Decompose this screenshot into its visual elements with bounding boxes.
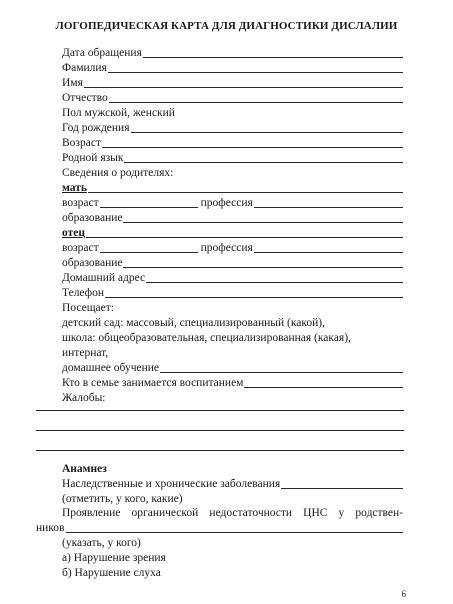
blank-line — [124, 162, 403, 163]
note-text: (отметить, у кого, какие) — [62, 493, 183, 505]
field-mother-age-profession — [62, 194, 403, 210]
document-title: ЛОГОПЕДИЧЕСКАЯ КАРТА ДЛЯ ДИАГНОСТИКИ ДИСЛАЛИИ — [55, 20, 398, 32]
page-number: 6 — [401, 589, 406, 599]
blank-line — [108, 72, 403, 73]
field-label: Домашний адрес — [62, 272, 146, 284]
field-name — [62, 74, 403, 90]
field-cns-relatives — [36, 519, 403, 535]
field-sex — [62, 104, 403, 120]
option-text: интернат, — [62, 347, 109, 359]
field-label: возраст — [62, 197, 99, 209]
option-home-education — [62, 359, 403, 375]
field-patronymic — [62, 89, 403, 105]
item-hearing — [62, 564, 403, 580]
field-label: профессия — [200, 242, 253, 254]
option-text: школа: общеобразовательная, специализированная (какая), — [62, 332, 351, 344]
blank-line — [36, 430, 404, 431]
blank-line — [105, 297, 403, 298]
field-native-language — [62, 149, 403, 165]
item-vision — [62, 549, 403, 565]
field-label: Кто в семье занимается воспитанием — [62, 377, 244, 389]
field-label: Родной язык — [62, 152, 124, 164]
mother-heading — [62, 179, 403, 195]
item-text: а) Нарушение зрения — [62, 552, 166, 564]
blank-line — [66, 532, 404, 533]
cns-text: Проявление органической недостаточности ЦНС у родствен- — [62, 507, 403, 519]
field-label: Фамилия — [62, 62, 107, 74]
blank-line — [146, 282, 403, 283]
anamnesis-heading — [62, 460, 403, 476]
hereditary-note — [62, 490, 403, 506]
blank-line — [84, 87, 403, 88]
field-label: Отчество — [62, 92, 108, 104]
field-date — [62, 44, 403, 60]
blank-line — [36, 450, 404, 451]
cns-note — [62, 534, 403, 550]
field-father-age-profession — [62, 239, 403, 255]
blank-line — [131, 132, 404, 133]
field-label: Посещает: — [62, 302, 114, 314]
field-label: Пол мужской, женский — [62, 107, 175, 119]
complaints-heading — [62, 389, 403, 405]
blank-line — [109, 102, 403, 103]
field-label: Наследственные и хронические заболевания — [62, 478, 281, 490]
blank-line — [160, 372, 403, 373]
field-hereditary — [62, 475, 403, 491]
option-text: детский сад: массовый, специализированный (какой), — [62, 317, 325, 329]
field-label: Возраст — [62, 137, 101, 149]
field-age — [62, 134, 403, 150]
field-mother-education — [62, 209, 403, 225]
field-father-education — [62, 254, 403, 270]
father-label: отец — [62, 227, 85, 239]
blank-line — [123, 267, 403, 268]
option-school — [62, 329, 403, 345]
mother-label: мать — [62, 182, 87, 194]
blank-line — [100, 252, 198, 253]
field-label: профессия — [200, 197, 253, 209]
blank-line — [86, 237, 403, 238]
field-label: Год рождения — [62, 122, 130, 134]
field-phone — [62, 284, 403, 300]
blank-line — [281, 488, 403, 489]
field-label: Имя — [62, 77, 83, 89]
field-surname — [62, 59, 403, 75]
item-text: б) Нарушение слуха — [62, 567, 161, 579]
field-address — [62, 269, 403, 285]
blank-line — [143, 57, 403, 58]
father-heading — [62, 224, 403, 240]
field-upbringing — [62, 374, 403, 390]
field-label: возраст — [62, 242, 99, 254]
option-kindergarten — [62, 314, 403, 330]
blank-line — [254, 252, 403, 253]
option-boarding — [62, 344, 403, 360]
blank-line — [100, 207, 198, 208]
note-text: (указать, у кого) — [62, 537, 141, 549]
field-label: Дата обращения — [62, 47, 142, 59]
field-label: образование — [62, 212, 123, 224]
field-label: образование — [62, 257, 123, 269]
attends-heading — [62, 299, 403, 315]
field-label: Телефон — [62, 287, 105, 299]
section-heading: Анамнез — [62, 463, 107, 475]
blank-line — [102, 147, 403, 148]
option-text: домашнее обучение — [62, 362, 159, 374]
parents-heading — [62, 164, 403, 180]
field-birth-year — [62, 119, 403, 135]
blank-line — [88, 192, 403, 193]
blank-line — [254, 207, 403, 208]
blank-line — [123, 222, 403, 223]
field-label: ников — [36, 522, 65, 534]
blank-line — [36, 410, 404, 411]
section-label: Сведения о родителях: — [62, 167, 174, 179]
field-label: Жалобы: — [62, 392, 106, 404]
blank-line — [244, 387, 403, 388]
